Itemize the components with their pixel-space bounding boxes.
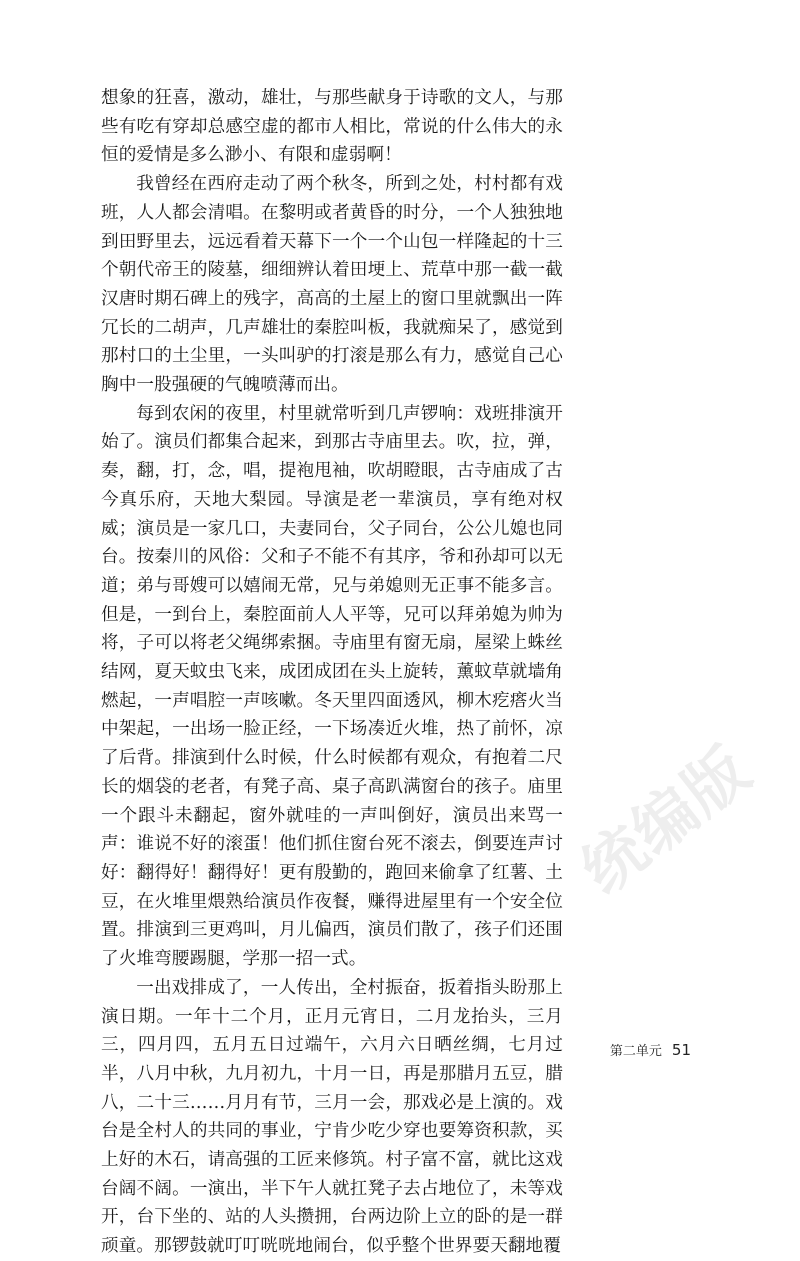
paragraph-xifu-travels: 我曾经在西府走动了两个秋冬，所到之处，村村都有戏班，人人都会清唱。在黎明或者黄昏的时分，一个人独独地到田野里去，远远看着天幕下一个一个山包一样隆起的十三个朝代帝王的陵墓，细细辨认着田埂上、荒草中那一截一截汉唐时期石碑上的残字，高高的土屋上的窗口里就飘出一阵冗长的二胡声，几声雄壮的秦腔叫板，我就痴呆了，感觉到那村口的土尘里，一头叫驴的打滚是那么有力，感觉自己心胸中一股强硬的气魄喷薄而出。: [101, 174, 563, 396]
paragraph-continued: 想象的狂喜，激动，雄壮，与那些献身于诗歌的文人，与那些有吃有穿却总感空虚的都市人相比，常说的什么伟大的永恒的爱情是多么渺小、有限和虚弱啊！: [101, 88, 563, 166]
paragraph-rehearsal: 每到农闲的夜里，村里就常听到几声锣响：戏班排演开始了。演员们都集合起来，到那古寺庙里去。吹，拉，弹，奏，翻，打，念，唱，提袍甩袖，吹胡瞪眼，古寺庙成了古今真乐府，天地大梨园。导演是老一辈演员，享有绝对权威；演员是一家几口，夫妻同台，父子同台，公公儿媳也同台。按秦川的风俗：父和子不能不有其序，爷和孙却可以无道；弟与哥嫂可以嬉闹无常，兄与弟媳则无正事不能多言。但是，一到台上，秦腔面前人人平等，兄可以拜弟媳为帅为将，子可以将老父绳绑索捆。寺庙里有窗无扇，屋梁上蛛丝结网，夏天蚊虫飞来，成团成团在头上旋转，薰蚊草就墙角燃起，一声唱腔一声咳嗽。冬天里四面透风，柳木疙瘩火当中架起，一出场一脸正经，一下场凑近火堆，热了前怀，凉了后背。排演到什么时候，什么时候都有观众，有抱着二尺长的烟袋的老者，有凳子高、桌子高趴满窗台的孩子。庙里一个跟斗未翻起，窗外就哇的一声叫倒好，演员出来骂一声：谁说不好的滚蛋！他们抓住窗台死不滚去，倒要连声讨好：翻得好！翻得好！更有殷勤的，跑回来偷拿了红薯、土豆，在火堆里煨熟给演员作夜餐，赚得进屋里有一个安全位置。排演到三更鸡叫，月儿偏西，演员们散了，孩子们还围了火堆弯腰踢腿，学那一招一式。: [101, 403, 563, 970]
page-body: [101, 84, 563, 1261]
paragraph-performance: 一出戏排成了，一人传出，全村振奋，扳着指头盼那上演日期。一年十二个月，正月元宵日，二月龙抬头，三月三，四月四，五月五日过端午，六月六日晒丝绸，七月过半，八月中秋，九月初九，十月一日，再是那腊月五豆，腊八，二十三……月月有节，三月一会，那戏必是上演的。戏台是全村人的共同的事业，宁肯少吃少穿也要筹资积款，买上好的木石，请高强的工匠来修筑。村子富不富，就比这戏台阔不阔。一演出，半下午人就扛凳子去占地位了，未等戏开，台下坐的、站的人头攒拥，台两边阶上立的卧的是一群顽童。那锣鼓就叮叮咣咣地闹台，似乎整个世界要天翻地覆: [101, 977, 563, 1257]
watermark: 统编版: [568, 732, 765, 908]
page-footer: [610, 1040, 691, 1059]
page-number: 51: [671, 1041, 691, 1059]
unit-title: 第二单元: [609, 1044, 662, 1059]
